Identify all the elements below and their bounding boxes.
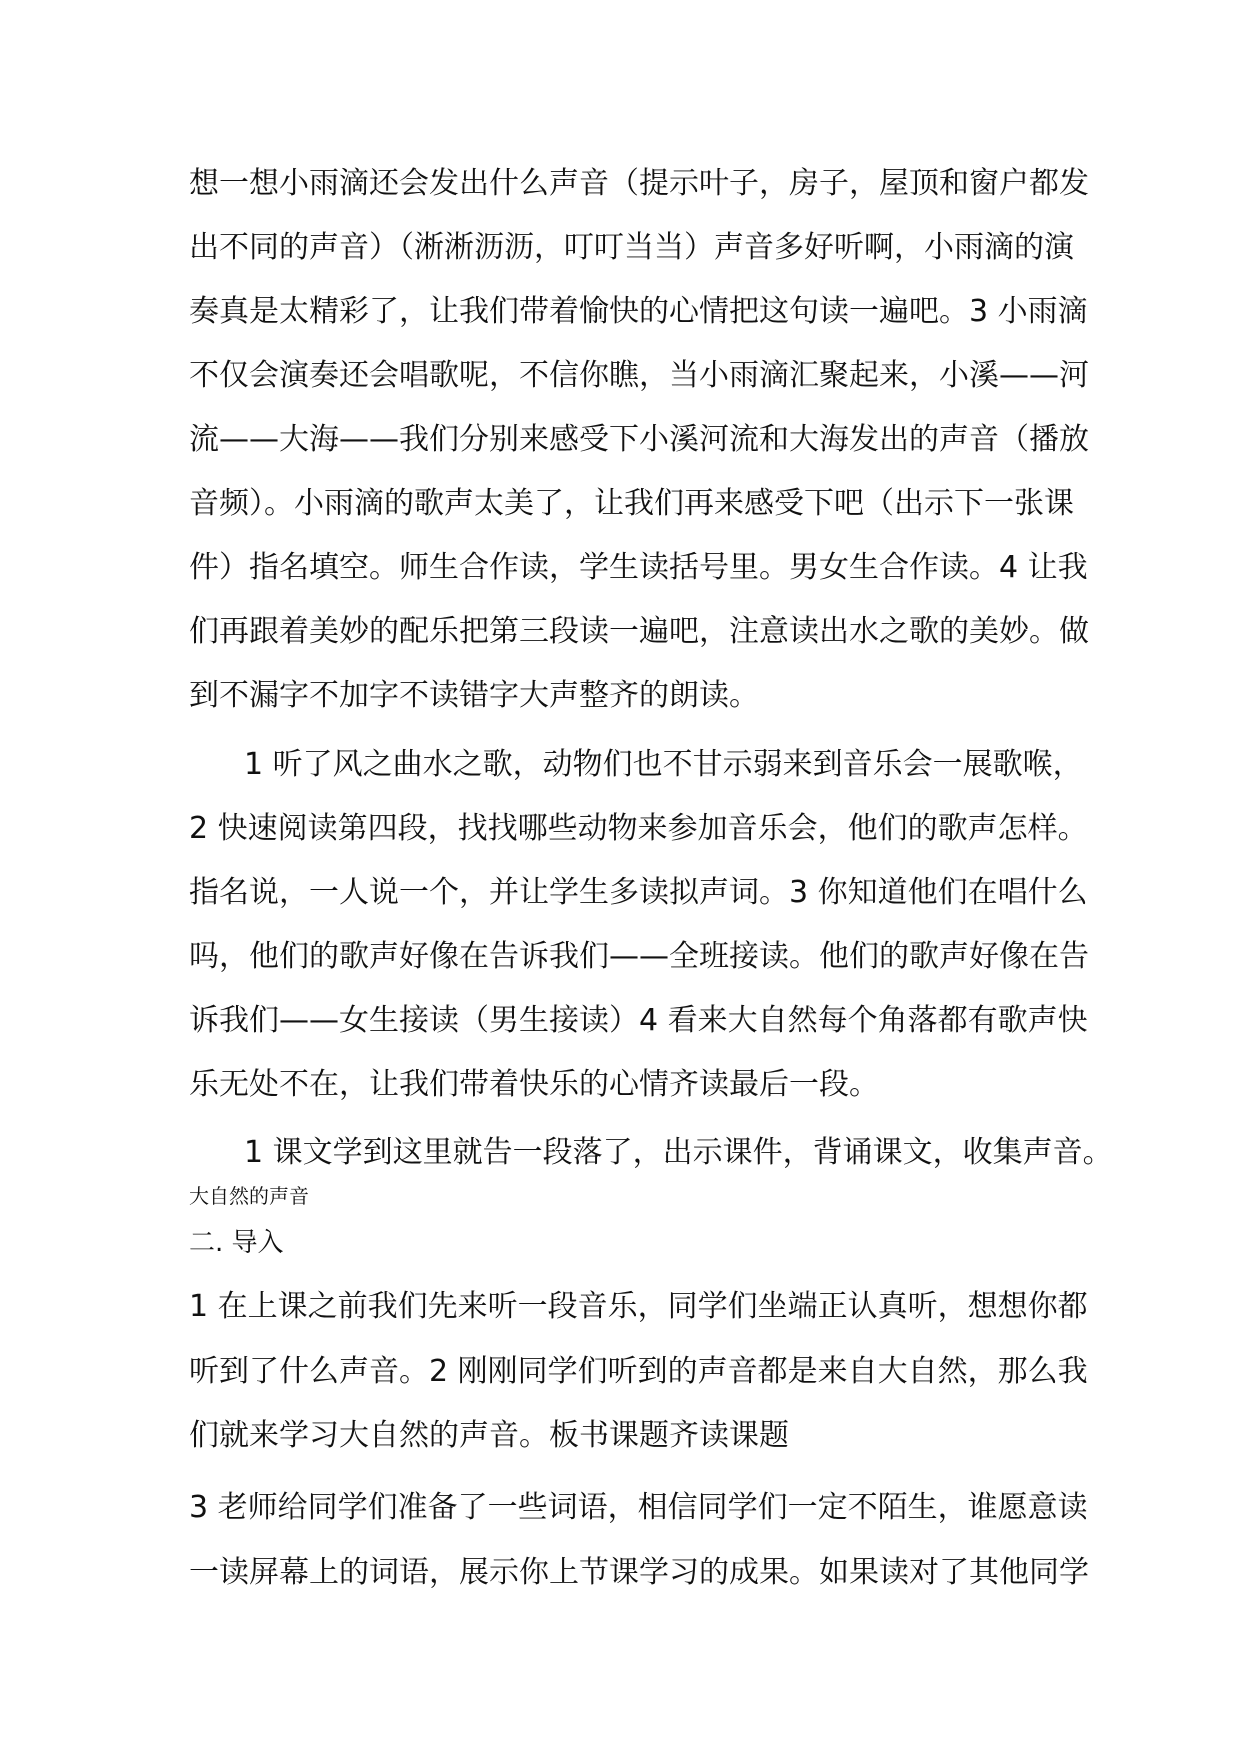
section-heading: 二. 导入 (189, 1228, 284, 1258)
text-line: 们就来学习大自然的声音。板书课题齐读课题 (189, 1418, 789, 1453)
text-line: 不仅会演奏还会唱歌呢，不信你瞧，当小雨滴汇聚起来，小溪——河 (189, 358, 1089, 393)
text-line: 音频）。小雨滴的歌声太美了，让我们再来感受下吧（出示下一张课 (189, 486, 1074, 521)
text-line: 吗，他们的歌声好像在告诉我们——全班接读。他们的歌声好像在告 (189, 939, 1089, 974)
text-line: 1 在上课之前我们先来听一段音乐，同学们坐端正认真听，想想你都 (189, 1289, 1088, 1324)
section-title: 大自然的声音 (189, 1184, 309, 1208)
text-line: 听到了什么声音。2 刚刚同学们听到的声音都是来自大自然，那么我 (189, 1354, 1088, 1389)
text-line: 奏真是太精彩了，让我们带着愉快的心情把这句读一遍吧。3 小雨滴 (189, 294, 1088, 329)
text-line: 1 课文学到这里就告一段落了，出示课件，背诵课文，收集声音。 (244, 1135, 1113, 1170)
text-line: 一读屏幕上的词语，展示你上节课学习的成果。如果读对了其他同学 (189, 1555, 1089, 1590)
text-line: 们再跟着美妙的配乐把第三段读一遍吧，注意读出水之歌的美妙。做 (189, 614, 1089, 649)
text-line: 诉我们——女生接读（男生接读）4 看来大自然每个角落都有歌声快 (189, 1003, 1088, 1038)
text-line: 3 老师给同学们准备了一些词语，相信同学们一定不陌生，谁愿意读 (189, 1490, 1088, 1525)
text-line: 件）指名填空。师生合作读，学生读括号里。男女生合作读。4 让我 (189, 550, 1088, 585)
text-line: 指名说，一人说一个，并让学生多读拟声词。3 你知道他们在唱什么 (189, 875, 1088, 910)
text-line: 乐无处不在，让我们带着快乐的心情齐读最后一段。 (189, 1067, 879, 1102)
text-line: 出不同的声音）（淅淅沥沥，叮叮当当）声音多好听啊，小雨滴的演 (189, 230, 1074, 265)
text-line: 1 听了风之曲水之歌，动物们也不甘示弱来到音乐会一展歌喉， (244, 747, 1083, 782)
text-line: 到不漏字不加字不读错字大声整齐的朗读。 (189, 678, 759, 713)
text-line: 想一想小雨滴还会发出什么声音（提示叶子，房子，屋顶和窗户都发 (189, 166, 1089, 201)
text-line: 2 快速阅读第四段，找找哪些动物来参加音乐会，他们的歌声怎样。 (189, 811, 1088, 846)
text-line: 流——大海——我们分别来感受下小溪河流和大海发出的声音（播放 (189, 422, 1089, 457)
